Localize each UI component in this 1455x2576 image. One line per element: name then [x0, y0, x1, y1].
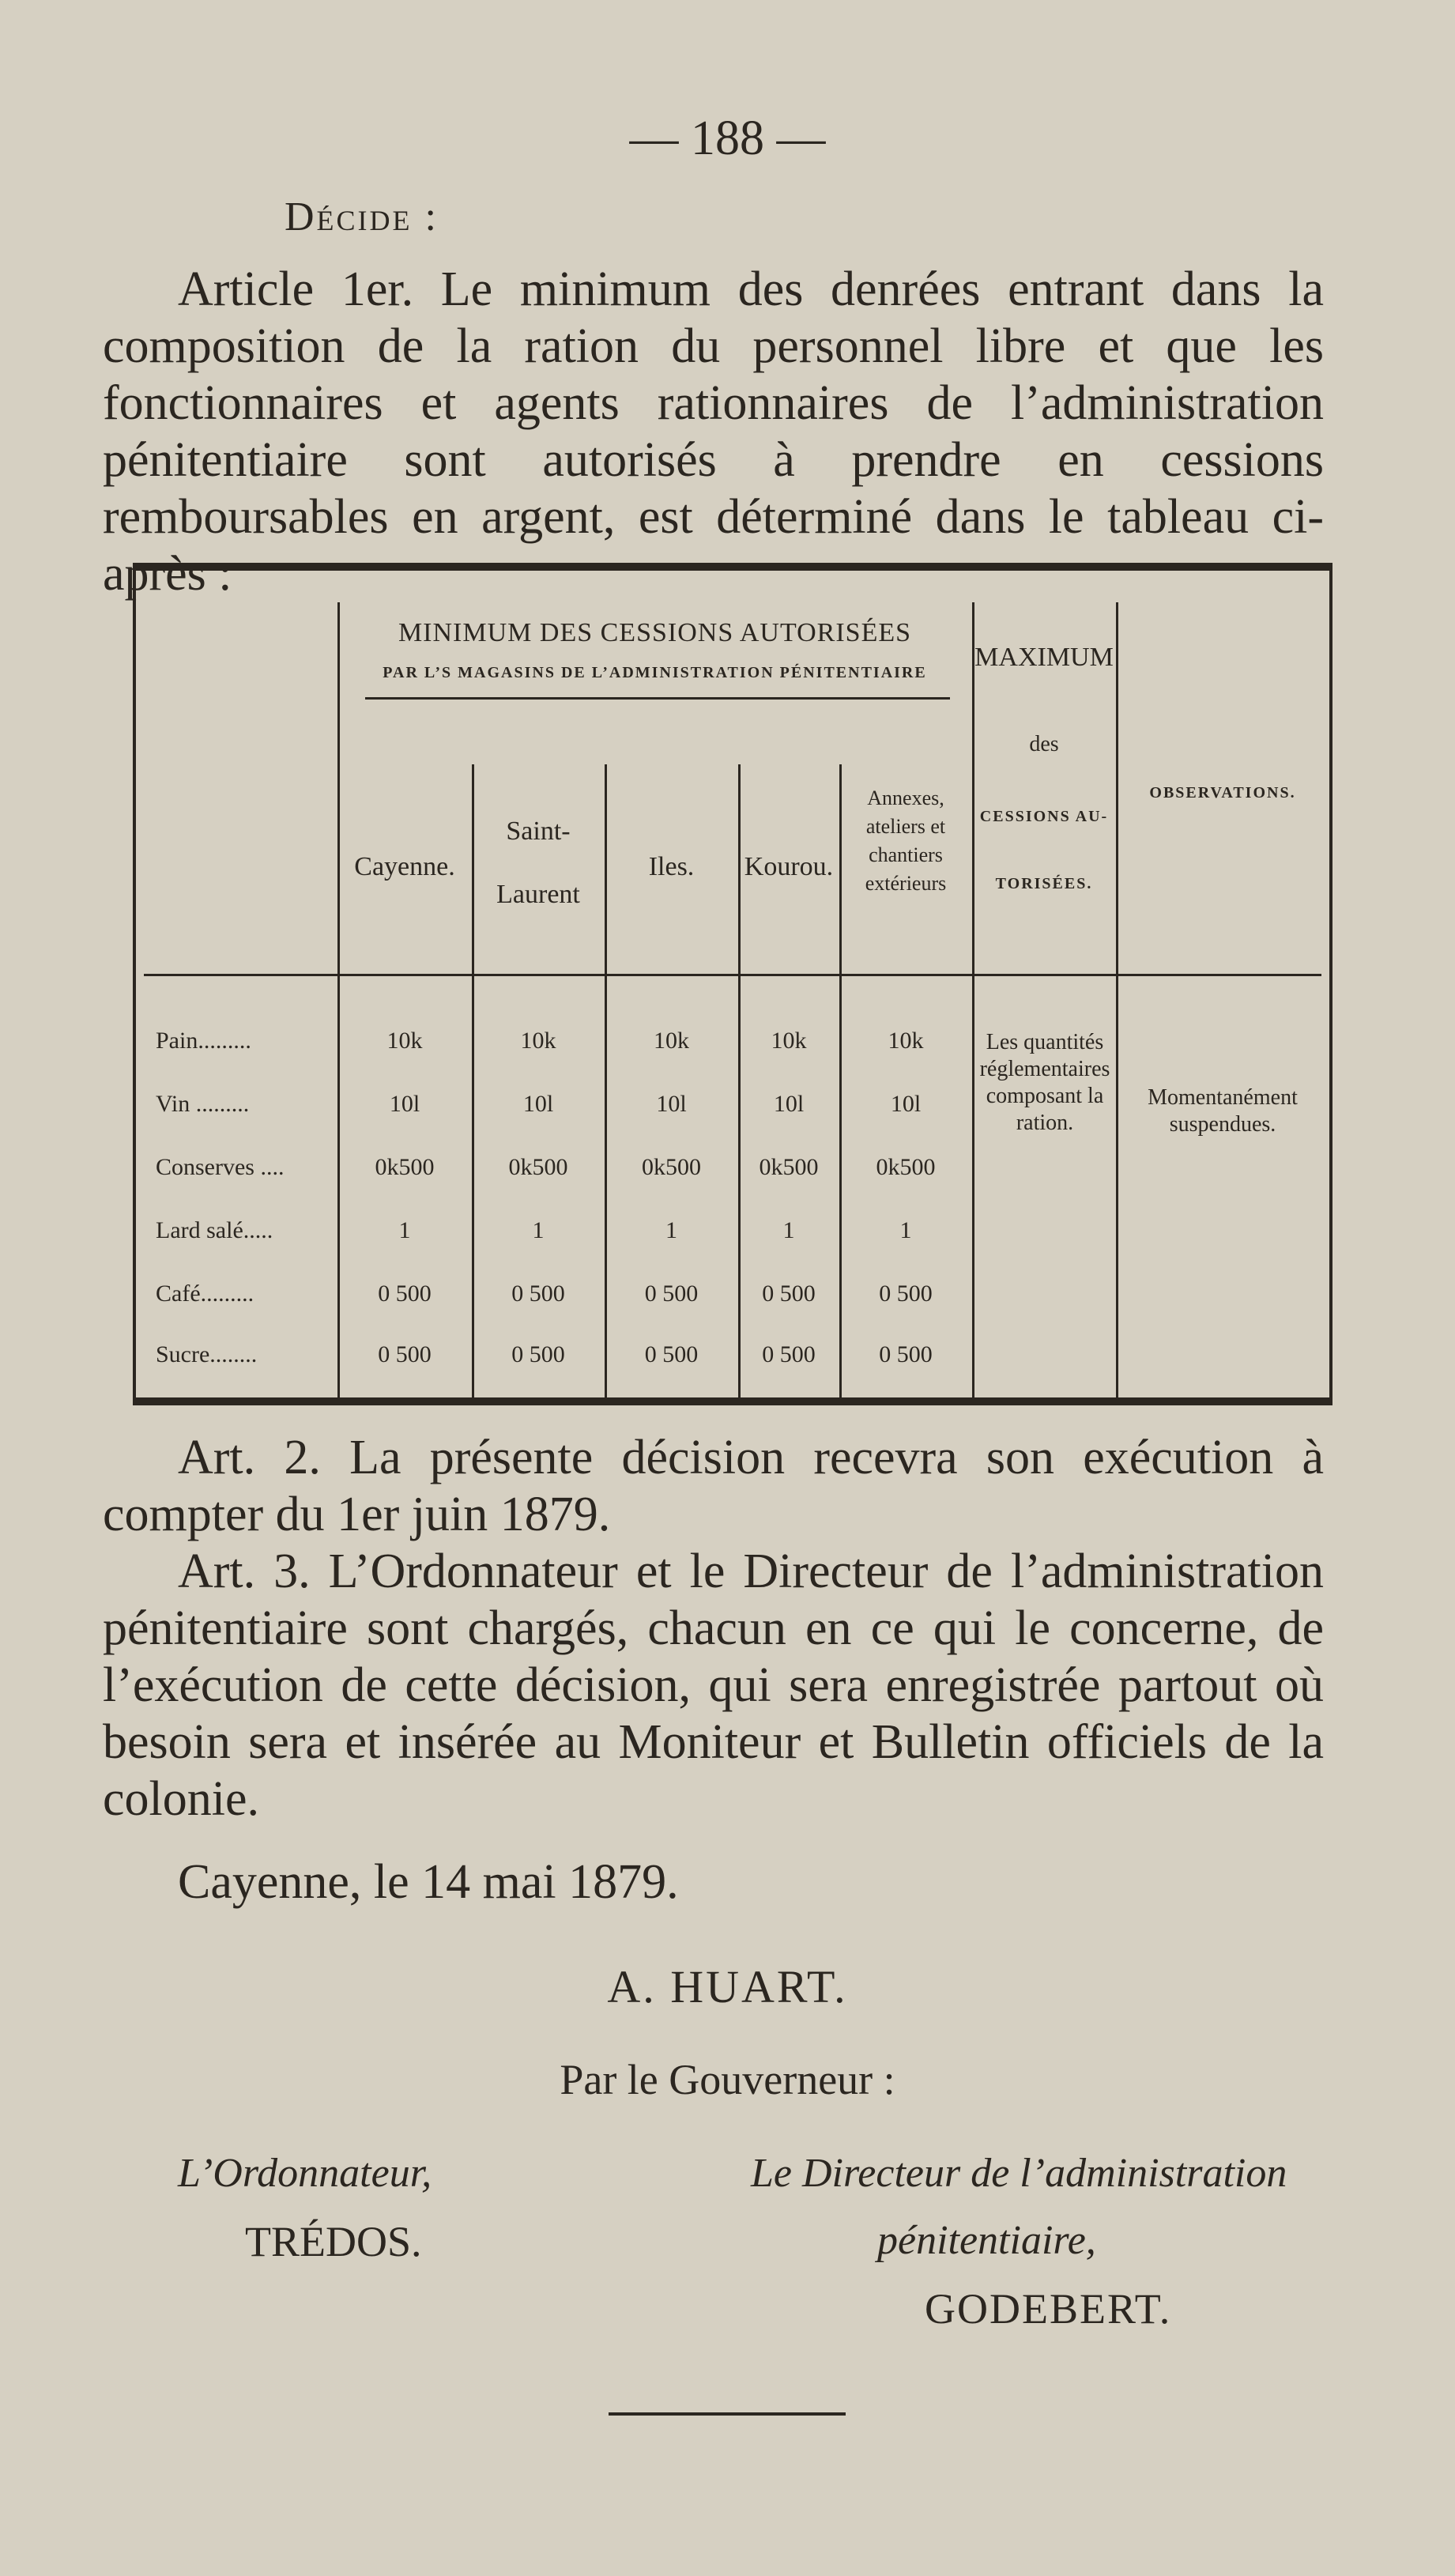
- table-divider: [1116, 602, 1118, 1401]
- article-3-text: Art. 3. L’Ordonnateur et le Directeur de l’administration pénitentiaire sont chargés, chacun en ce qui le concerne, de l’exécution de cette décision, qui sera enregistrée partout où besoin sera et insérée au Moniteur et Bulletin officiels de la colonie.: [103, 1544, 1324, 1826]
- table-cell: 1: [398, 1217, 411, 1243]
- table-cell: 0 500: [511, 1341, 565, 1367]
- table-cell: 0k500: [642, 1154, 701, 1180]
- table-cell: 0 500: [644, 1341, 699, 1367]
- table-cell: 1: [665, 1217, 677, 1243]
- row-label-conserves: Conserves ....: [156, 1154, 285, 1180]
- table-cell: 0k500: [876, 1154, 936, 1180]
- ordonnateur-name: TRÉDOS.: [245, 2218, 422, 2265]
- table-cell: 10l: [656, 1091, 687, 1117]
- ordonnateur-title: L’Ordonnateur,: [178, 2151, 432, 2196]
- table-cell: 10l: [522, 1091, 554, 1117]
- table-cell: 10k: [654, 1028, 689, 1054]
- table-cell: 1: [899, 1217, 912, 1243]
- table-cell: 0 500: [378, 1341, 432, 1367]
- header-rule: [365, 697, 950, 700]
- col-saint-laurent: Saint-Laurent: [496, 817, 580, 909]
- par-le-gouverneur: Par le Gouverneur :: [560, 2056, 895, 2103]
- article-3: [103, 1543, 1324, 1827]
- max-note: Les quantités réglementaires composant la ration.: [979, 1030, 1110, 1135]
- col-iles: Iles.: [648, 852, 695, 881]
- header-maximum-des: des: [1029, 732, 1059, 756]
- table-cell: 10l: [773, 1091, 805, 1117]
- row-label-lard: Lard salé.....: [156, 1217, 273, 1243]
- cessions-table: [133, 563, 1332, 1405]
- directeur-name: GODEBERT.: [925, 2285, 1172, 2333]
- table-cell: 10l: [890, 1091, 922, 1117]
- table-cell: 0 500: [762, 1341, 816, 1367]
- row-label-cafe: Café.........: [156, 1280, 254, 1307]
- table-cell: 0 500: [879, 1341, 933, 1367]
- row-label-pain: Pain.........: [156, 1028, 251, 1054]
- col-cayenne: Cayenne.: [354, 852, 455, 881]
- table-cell: 0k500: [375, 1154, 435, 1180]
- directeur-title: Le Directeur de l’administration: [751, 2151, 1287, 2196]
- article-2-text: Art. 2. La présente décision recevra son exécution à compter du 1er juin 1879.: [103, 1431, 1324, 1541]
- table-cell: 0 500: [644, 1280, 699, 1307]
- col-kourou: Kourou.: [744, 852, 834, 881]
- header-minimum: MINIMUM DES CESSIONS AUTORISÉES: [398, 618, 912, 647]
- table-cell: 1: [532, 1217, 545, 1243]
- table-cell: 1: [782, 1217, 795, 1243]
- header-observations: OBSERVATIONS.: [1149, 784, 1296, 801]
- header-maximum-cessions: CESSIONS AU-: [979, 808, 1109, 825]
- table-cell: 0k500: [759, 1154, 819, 1180]
- table-divider: [972, 602, 974, 1401]
- table-cell: 0 500: [762, 1280, 816, 1307]
- row-label-vin: Vin .........: [156, 1091, 250, 1117]
- header-maximum: MAXIMUM: [974, 643, 1114, 672]
- page-number: — 188 —: [629, 111, 826, 165]
- governor-signature: A. HUART.: [607, 1961, 848, 2012]
- col-annexes: Annexes, ateliers et chantiers extérieurs: [865, 786, 947, 895]
- table-cell: 0k500: [508, 1154, 568, 1180]
- table-cell: 0 500: [511, 1280, 565, 1307]
- article-1-text: Article 1er. Le minimum des denrées entrant dans la composition de la ration du personnel libre et que les fonctionnaires et agents rationnaires de l’administration pénitentiaire sont autorisés à prendre en cessions remboursables en argent, est déterminé dans le tableau ci-après :: [103, 262, 1324, 601]
- directeur-title-2: pénitentiaire,: [877, 2218, 1096, 2263]
- row-label-sucre: Sucre........: [156, 1341, 258, 1367]
- header-maximum-autorisees: TORISÉES.: [995, 875, 1093, 892]
- table-cell: 10k: [386, 1028, 423, 1054]
- header-minimum-sub: PAR L’S MAGASINS DE L’ADMINISTRATION PÉNITENTIAIRE: [383, 664, 927, 681]
- article-1: [103, 261, 1324, 602]
- closing-rule: [609, 2412, 846, 2416]
- table-cell: 0 500: [378, 1280, 432, 1307]
- observation-note: Momentanément suspendues.: [1148, 1085, 1298, 1137]
- decide-heading: Décide :: [285, 194, 439, 239]
- table-cell: 10l: [389, 1091, 420, 1117]
- article-2: [103, 1429, 1324, 1543]
- table-cell: 10k: [888, 1028, 924, 1054]
- header-bottom-rule: [144, 974, 1321, 976]
- date-line: Cayenne, le 14 mai 1879.: [178, 1855, 679, 1909]
- table-cell: 10k: [520, 1028, 556, 1054]
- table-cell: 10k: [771, 1028, 807, 1054]
- table-cell: 0 500: [879, 1280, 933, 1307]
